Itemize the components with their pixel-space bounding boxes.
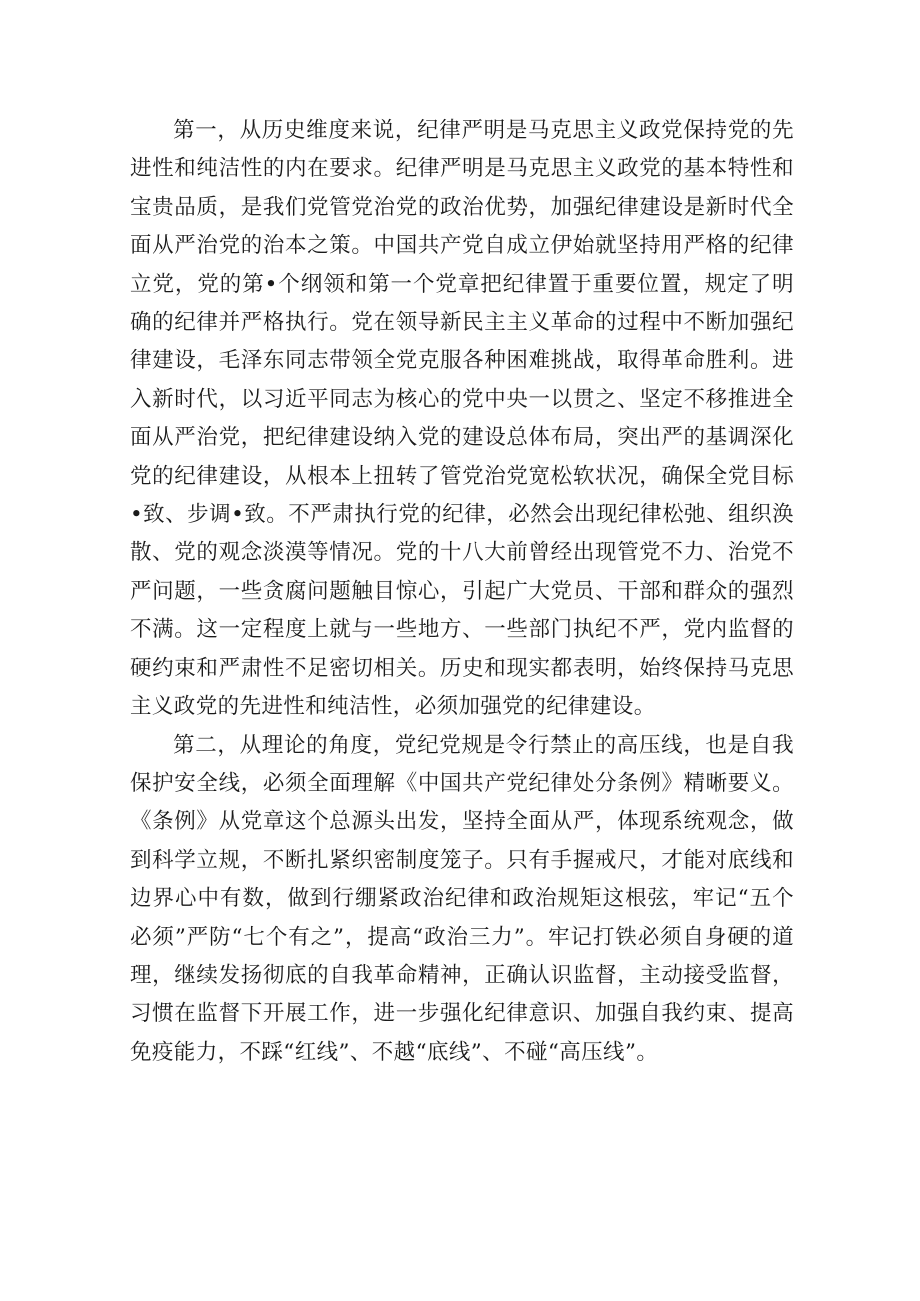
paragraph-historical-dimension: 第一，从历史维度来说，纪律严明是马克思主义政党保持党的先进性和纯洁性的内在要求。纪律严明是马克思主义政党的基本特性和宝贵品质，是我们党管党治党的政治优势，加强纪律建设是新时代全面从严治党的治本之策。中国共产党自成立伊始就坚持用严格的纪律立党，党的第•个纲领和第一个党章把纪律置于重要位置，规定了明确的纪律并严格执行。党在领导新民主主义革命的过程中不断加强纪律建设，毛泽东同志带领全党克服各种困难挑战，取得革命胜利。进入新时代，以习近平同志为核心的党中央一以贯之、坚定不移推进全面从严治党，把纪律建设纳入党的建设总体布局，突出严的基调深化党的纪律建设，从根本上扭转了管党治党宽松软状况，确保全党目标•致、步调•致。不严肃执行党的纪律，必然会出现纪律松弛、组织涣散、党的观念淡漠等情况。党的十八大前曾经出现管党不力、治党不严问题，一些贪腐问题触目惊心，引起广大党员、干部和群众的强烈不满。这一定程度上就与一些地方、一些部门执纪不严，党内监督的硬约束和严肃性不足密切相关。历史和现实都表明，始终保持马克思主义政党的先进性和纯洁性，必须加强党的纪律建设。 [130, 118, 794, 720]
document-page [130, 112, 794, 1072]
paragraph-theoretical-angle: 第二，从理论的角度，党纪党规是令行禁止的高压线，也是自我保护安全线，必须全面理解《中国共产党纪律处分条例》精晰要义。《条例》从党章这个总源头出发，坚持全面从严，体现系统观念，做到科学立规，不断扎紧织密制度笼子。只有手握戒尺，才能对底线和边界心中有数，做到行绷紧政治纪律和政治规矩这根弦，牢记“五个必须”严防“七个有之”，提高“政治三力”。牢记打铁必须自身硬的道理，继续发扬彻底的自我革命精神，正确认识监督，主动接受监督，习惯在监督下开展工作，进一步强化纪律意识、加强自我约束、提高免疫能力，不踩“红线”、不越“底线”、不碰“高压线”。 [130, 732, 794, 1065]
